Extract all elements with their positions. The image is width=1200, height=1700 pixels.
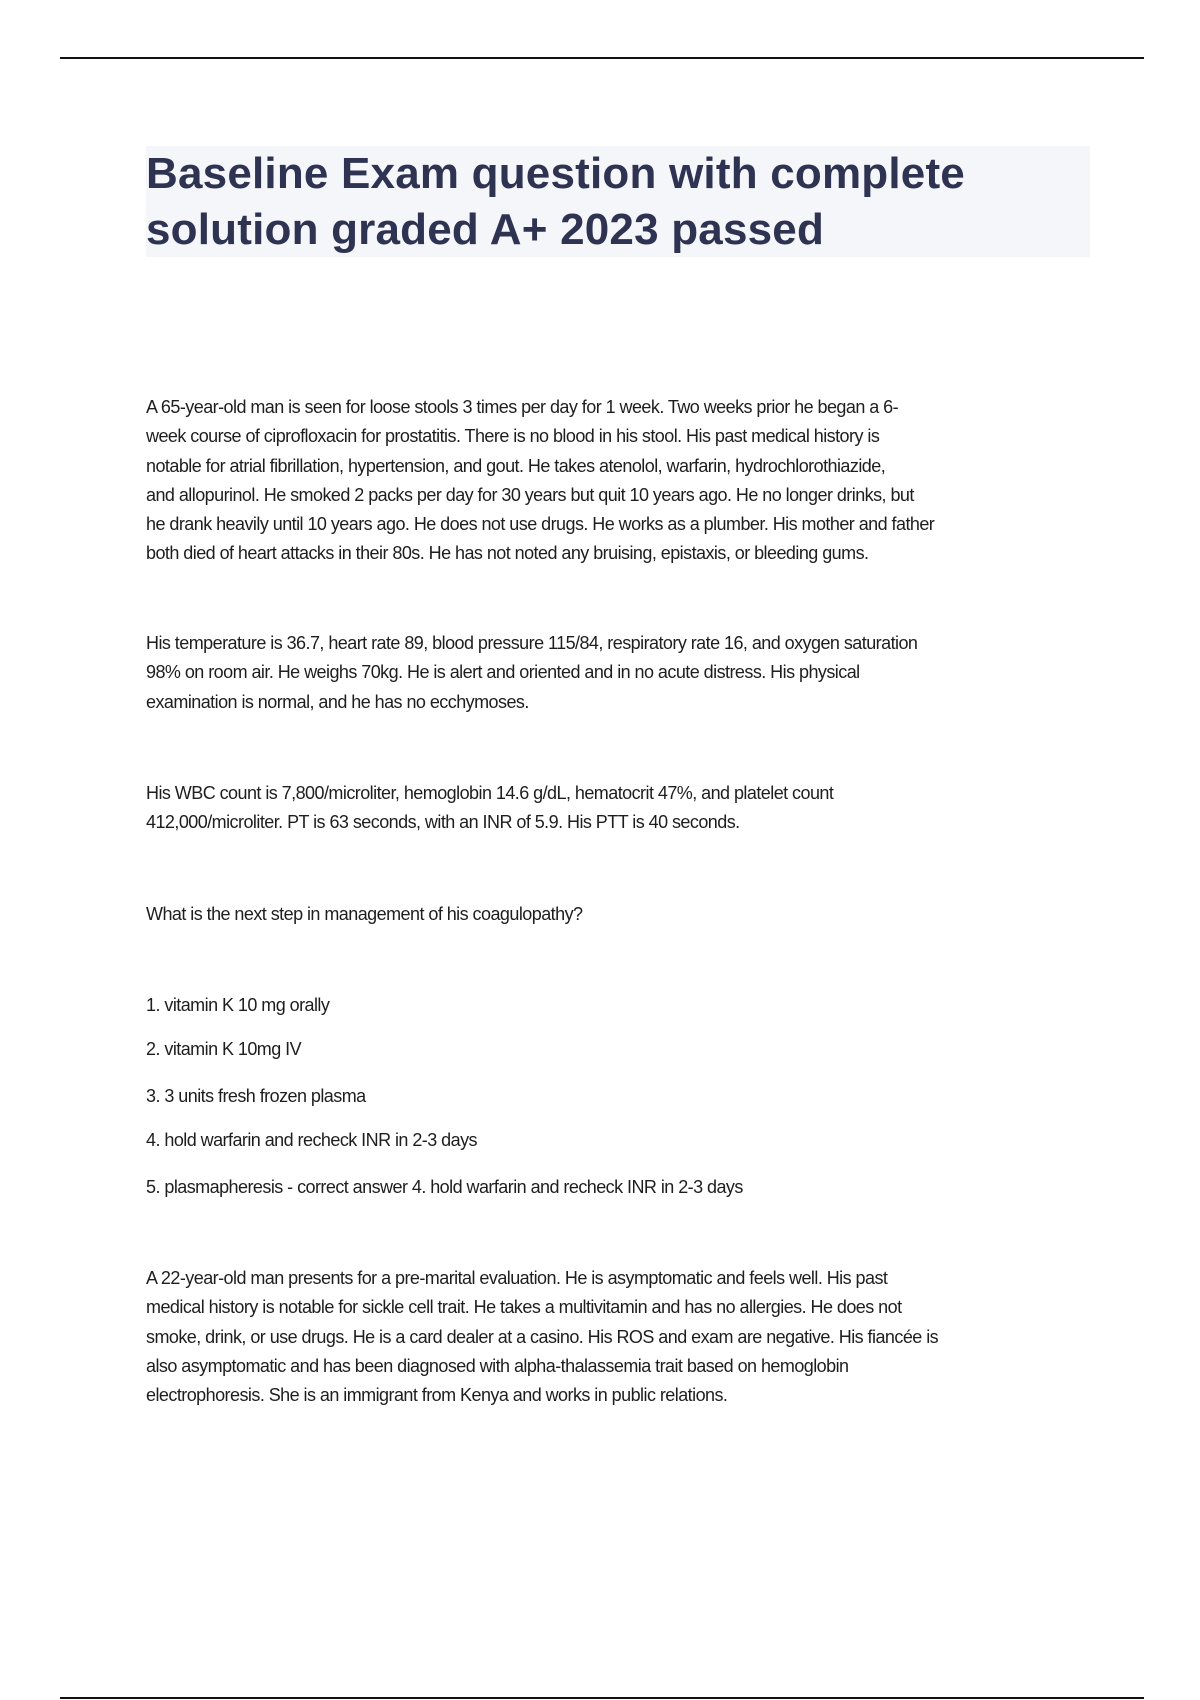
text-line: A 22-year-old man presents for a pre-marital evaluation. He is asymptomatic and feels well. His past <box>146 1268 888 1288</box>
title-line: solution graded A+ 2023 passed <box>146 205 825 254</box>
text-line: notable for atrial fibrillation, hypertension, and gout. He takes atenolol, warfarin, hydrochlorothiazide, <box>146 455 886 476</box>
q2-case-paragraph <box>146 1264 938 1410</box>
bottom-divider <box>60 1697 1144 1699</box>
text-line: smoke, drink, or use drugs. He is a card dealer at a casino. His ROS and exam are negative. His fiancée is <box>146 1326 939 1347</box>
text-line: week course of ciprofloxacin for prostatitis. There is no blood in his stool. His past medical history is <box>146 426 880 447</box>
answer-option-2: 2. vitamin K 10mg IV <box>146 1039 302 1059</box>
q1-case-paragraph <box>146 393 934 569</box>
q1-question: What is the next step in management of his coagulopathy? <box>146 904 583 924</box>
text-line: he drank heavily until 10 years ago. He does not use drugs. He works as a plumber. His mother and father <box>146 514 935 535</box>
text-line: both died of heart attacks in their 80s. He has not noted any bruising, epistaxis, or bleeding gums. <box>146 543 869 564</box>
text-line: medical history is notable for sickle cell trait. He takes a multivitamin and has no allergies. He does not <box>146 1297 902 1318</box>
text-line: 412,000/microliter. PT is 63 seconds, with an INR of 5.9. His PTT is 40 seconds. <box>146 812 740 833</box>
answer-option-4: 4. hold warfarin and recheck INR in 2-3 days <box>146 1130 477 1150</box>
title-line: Baseline Exam question with complete <box>146 149 965 198</box>
text-line: A 65-year-old man is seen for loose stools 3 times per day for 1 week. Two weeks prior he began a 6- <box>146 397 899 417</box>
answer-option-1: 1. vitamin K 10 mg orally <box>146 995 330 1015</box>
text-line: examination is normal, and he has no ecchymoses. <box>146 691 529 712</box>
q1-labs-paragraph <box>146 779 833 838</box>
top-divider <box>60 57 1144 59</box>
answer-option-5-with-correct-answer: 5. plasmapheresis - correct answer 4. hold warfarin and recheck INR in 2-3 days <box>146 1177 743 1197</box>
text-line: also asymptomatic and has been diagnosed with alpha-thalassemia trait based on hemoglobin <box>146 1355 849 1376</box>
text-line: 98% on room air. He weighs 70kg. He is alert and oriented and in no acute distress. His physical <box>146 662 860 683</box>
q1-vitals-paragraph <box>146 629 917 717</box>
answer-option-3: 3. 3 units fresh frozen plasma <box>146 1086 366 1106</box>
text-line: electrophoresis. She is an immigrant from Kenya and works in public relations. <box>146 1385 728 1406</box>
text-line: and allopurinol. He smoked 2 packs per day for 30 years but quit 10 years ago. He no longer drinks, but <box>146 484 914 505</box>
document-title <box>146 146 965 258</box>
text-line: His temperature is 36.7, heart rate 89, blood pressure 115/84, respiratory rate 16, and oxygen saturation <box>146 633 918 653</box>
text-line: His WBC count is 7,800/microliter, hemoglobin 14.6 g/dL, hematocrit 47%, and platelet count <box>146 783 834 803</box>
